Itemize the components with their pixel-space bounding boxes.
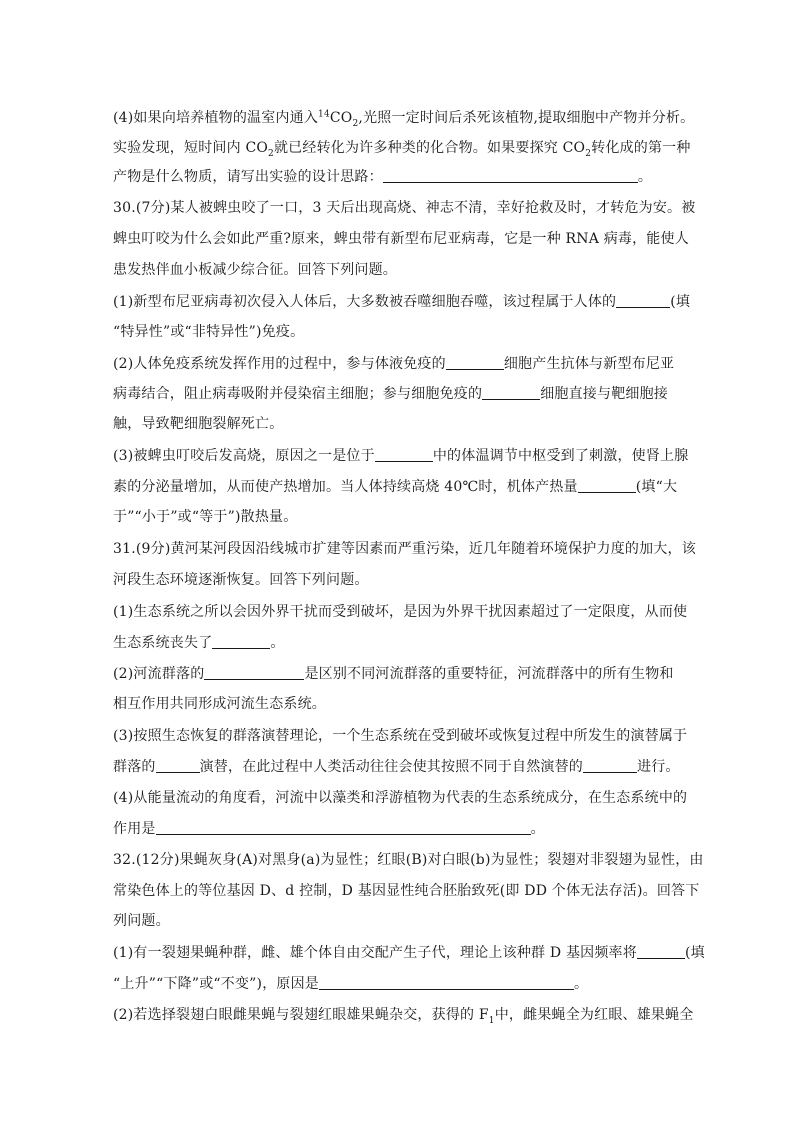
answer-blank[interactable] xyxy=(156,758,200,773)
text-segment: ,光照一定时间后杀死该植物,提取细胞中产物并分析。 xyxy=(358,110,695,126)
text-segment: 列问题。 xyxy=(113,913,170,929)
text-segment: (填“大 xyxy=(635,479,678,495)
text-segment: (2)河流群落的 xyxy=(113,666,205,682)
text-line xyxy=(113,508,297,526)
text-line xyxy=(113,851,704,869)
text-segment: 转化成的第一种 xyxy=(591,140,691,156)
subscript: 1 xyxy=(488,1015,495,1026)
answer-blank[interactable] xyxy=(578,478,636,493)
text-segment: 素的分泌量增加，从而使产热增加。当人体持续高烧 40℃时，机体产热量 xyxy=(113,479,578,495)
text-line xyxy=(113,230,689,248)
text-line xyxy=(113,882,699,900)
text-line xyxy=(113,727,687,745)
text-segment: 演替，在此过程中人类活动往往会使其按照不同于自然演替的 xyxy=(199,759,584,775)
text-line xyxy=(113,634,285,652)
text-line xyxy=(113,665,674,683)
text-line xyxy=(113,323,304,341)
text-segment: 。 xyxy=(574,976,589,992)
text-segment: 31.(9分)黄河某河段因沿线城市扩建等因素而严重污染，近几年随着环境保护力度的加大，该 xyxy=(113,541,696,557)
text-segment: (填 xyxy=(684,945,705,961)
answer-blank[interactable] xyxy=(637,944,685,959)
text-line xyxy=(113,695,326,713)
text-segment: (4)如果向培养植物的温室内通入 xyxy=(113,110,319,126)
answer-blank[interactable] xyxy=(482,385,540,400)
text-line xyxy=(113,540,696,558)
text-line xyxy=(113,261,397,279)
answer-blank[interactable] xyxy=(375,447,433,462)
text-segment: 河段生态环境逐渐恢复。回答下列问题。 xyxy=(113,572,369,588)
text-line xyxy=(113,975,588,993)
text-segment: 32.(12分)果蝇灰身(A)对黑身(a)为显性；红眼(B)对白眼(b)为显性；裂翅对非裂翅为显性，由 xyxy=(113,852,704,868)
text-segment: 常染色体上的等位基因 D、d 控制，D 基因显性纯合胚胎致死(即 DD 个体无法存活)。回答下 xyxy=(113,883,700,899)
answer-blank[interactable] xyxy=(446,355,504,370)
text-segment: 30.(7分)某人被蜱虫咬了一口，3 天后出现高烧、神志不清，幸好抢救及时，才转危为安。被 xyxy=(113,200,696,216)
text-line xyxy=(113,168,652,186)
subscript: 2 xyxy=(352,118,359,129)
text-segment: 进行。 xyxy=(637,759,680,775)
text-segment: (填 xyxy=(670,294,691,310)
text-segment: 就已经转化为许多种类的化合物。如果要探究 CO xyxy=(273,140,586,156)
text-segment: 细胞直接与靶细胞接 xyxy=(540,386,669,402)
text-segment: (1)有一裂翅果蝇种群，雌、雄个体自由交配产生子代，理论上该种群 D 基因频率将 xyxy=(113,945,637,961)
text-segment: 蜱虫叮咬为什么会如此严重?原来，蜱虫带有新型布尼亚病毒，它是一种 RNA 病毒，能使人 xyxy=(113,231,689,247)
superscript: 14 xyxy=(318,109,330,120)
text-segment: CO xyxy=(329,110,353,126)
answer-blank[interactable] xyxy=(156,820,531,835)
text-segment: 中的体温调节中枢受到了刺激，使肾上腺 xyxy=(432,448,689,464)
text-segment: (3)按照生态恢复的群落演替理论，一个生态系统在受到破坏或恢复过程中所发生的演替属于 xyxy=(113,728,688,744)
text-line xyxy=(113,415,283,433)
text-line xyxy=(113,820,545,838)
subscript: 2 xyxy=(268,148,274,159)
text-line xyxy=(113,603,687,621)
text-line xyxy=(113,1006,694,1024)
text-line xyxy=(113,199,695,217)
text-segment: 产物是什么物质，请写出实验的设计思路： xyxy=(113,169,383,185)
text-line xyxy=(113,571,369,589)
text-segment: 群落的 xyxy=(113,759,156,775)
text-segment: “上升”“下降”或“不变”)，原因是 xyxy=(113,976,320,992)
answer-blank[interactable] xyxy=(212,634,270,649)
text-line xyxy=(113,139,691,157)
text-line xyxy=(113,944,705,962)
text-segment: (2)若选择裂翅白眼雌果蝇与裂翅红眼雄果蝇杂交，获得的 F xyxy=(113,1007,489,1023)
text-segment: (1)新型布尼亚病毒初次侵入人体后，大多数被吞噬细胞吞噬，该过程属于人体的 xyxy=(113,294,617,310)
text-segment: (4)从能量流动的角度看，河流中以藻类和浮游植物为代表的生态系统成分，在生态系统中的 xyxy=(113,790,688,806)
answer-blank[interactable] xyxy=(319,975,574,990)
text-segment: 生态系统丧失了 xyxy=(113,635,213,651)
subscript: 2 xyxy=(585,148,592,159)
text-line xyxy=(113,385,668,403)
text-line xyxy=(113,355,674,373)
text-line xyxy=(113,789,687,807)
answer-blank[interactable] xyxy=(583,758,637,773)
text-segment: 。 xyxy=(270,635,285,651)
text-line xyxy=(113,447,688,465)
text-line xyxy=(113,109,694,127)
text-segment: 。 xyxy=(530,821,545,837)
text-segment: 相互作用共同形成河流生态系统。 xyxy=(113,696,326,712)
text-segment: (3)被蜱虫叮咬后发高烧，原因之一是位于 xyxy=(113,448,375,464)
text-segment: 是区别不同河流群落的重要特征，河流群落中的所有生物和 xyxy=(304,666,674,682)
text-segment: “特异性”或“非特异性”)免疫。 xyxy=(113,324,305,340)
text-line xyxy=(113,478,677,496)
text-segment: 患发热伴血小板减少综合征。回答下列问题。 xyxy=(113,262,397,278)
answer-blank[interactable] xyxy=(204,665,304,680)
text-segment: 中，雌果蝇全为红眼、雄果蝇全 xyxy=(494,1007,694,1023)
text-line xyxy=(113,912,170,930)
text-segment: (1)生态系统之所以会因外界干扰而受到破坏，是因为外界干扰因素超过了一定限度，从而使 xyxy=(113,604,688,620)
text-segment: (2)人体免疫系统发挥作用的过程中，参与体液免疫的 xyxy=(113,356,446,372)
text-segment: 实验发现，短时间内 CO xyxy=(113,140,269,156)
text-segment: 触，导致靶细胞裂解死亡。 xyxy=(113,416,284,432)
text-line xyxy=(113,758,680,776)
text-segment: 病毒结合，阻止病毒吸附并侵染宿主细胞；参与细胞免疫的 xyxy=(113,386,483,402)
text-segment: 于”“小于”或“等于”)散热量。 xyxy=(113,509,298,525)
answer-blank[interactable] xyxy=(616,293,670,308)
text-segment: 。 xyxy=(637,169,653,185)
text-segment: 作用是 xyxy=(113,821,156,837)
answer-blank[interactable] xyxy=(383,168,638,183)
text-line xyxy=(113,293,690,311)
text-segment: 细胞产生抗体与新型布尼亚 xyxy=(503,356,675,372)
